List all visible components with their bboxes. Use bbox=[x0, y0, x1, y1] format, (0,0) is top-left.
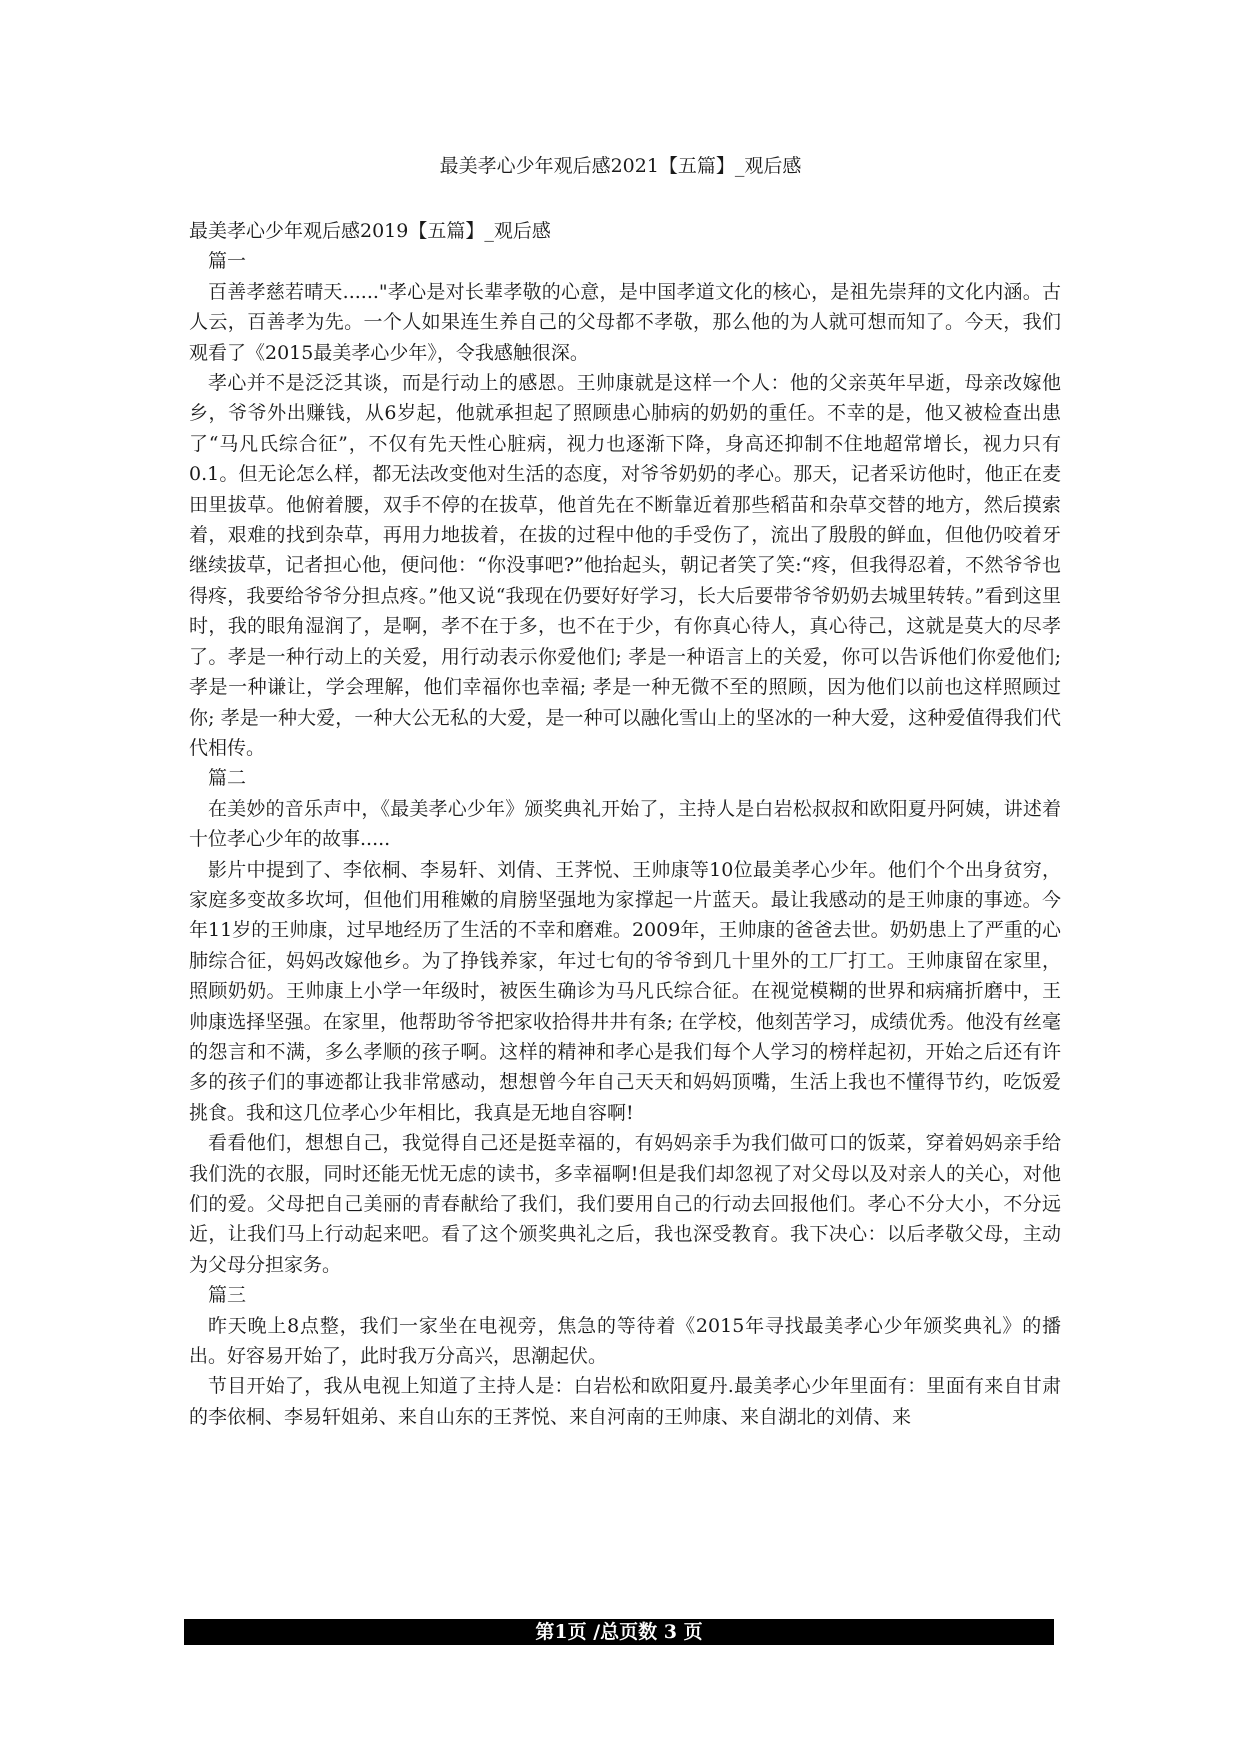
page-title: 最美孝心少年观后感2021【五篇】_观后感 bbox=[439, 155, 802, 177]
paragraph: 节目开始了，我从电视上知道了主持人是：白岩松和欧阳夏丹.最美孝心少年里面有：里面有来自甘肃的李依桐、李易轩姐弟、来自山东的王荠悦、来自河南的王帅康、来自湖北的刘倩、来 bbox=[189, 1375, 1061, 1428]
paragraph: 在美妙的音乐声中，《最美孝心少年》颁奖典礼开始了，主持人是白岩松叔叔和欧阳夏丹阿姨，讲述着十位孝心少年的故事..... bbox=[189, 797, 1061, 851]
paragraph: 孝心并不是泛泛其谈，而是行动上的感恩。王帅康就是这样一个人：他的父亲英年早逝，母亲改嫁他乡，爷爷外出赚钱，从6岁起，他就承担起了照顾患心肺病的奶奶的重任。不幸的是，他又被检查出患了“马凡氏综合征”，不仅有先天性心脏病，视力也逐渐下降，身高还抑制不住地超常增长，视力只有0.1。但无论怎么样，都无法改变他对生活的态度，对爷爷奶奶的孝心。那天，记者采访他时，他正在麦田里拔草。他俯着腰，双手不停的在拔草，他首先在不断靠近着那些稻苗和杂草交替的地方，然后摸索着，艰难的找到杂草，再用力地拔着，在拔的过程中他的手受伤了，流出了殷殷的鲜血，但他仍咬着牙继续拔草，记者担心他，便问他：“你没事吧?”他抬起头，朝记者笑了笑:“疼，但我得忍着，不然爷爷也得疼，我要给爷爷分担点疼。”他又说“我现在仍要好好学习，长大后要带爷爷奶奶去城里转转。”看到这里时，我的眼角湿润了，是啊，孝不在于多，也不在于少，有你真心待人，真心待己，这就是莫大的尽孝了。孝是一种行动上的关爱，用行动表示你爱他们; 孝是一种语言上的关爱，你可以告诉他们你爱他们;孝是一种谦让，学会理解，他们幸福你也幸福; 孝是一种无微不至的照顾，因为他们以前也这样照顾过你; 孝是一种大爱，一种大公无私的大爱，是一种可以融化雪山上的坚冰的一种大爱，这种爱值得我们代代相传。 bbox=[189, 372, 1061, 759]
document-subtitle: 最美孝心少年观后感2019【五篇】_观后感 bbox=[189, 220, 551, 242]
paragraph: 昨天晚上8点整，我们一家坐在电视旁，焦急的等待着《2015年寻找最美孝心少年颁奖典礼》的播出。好容易开始了，此时我万分高兴，思潮起伏。 bbox=[189, 1314, 1061, 1368]
section-label: 篇一 bbox=[208, 250, 247, 273]
page-footer: 第1页 /总页数 3 页 bbox=[184, 1619, 1054, 1645]
section-label: 篇二 bbox=[208, 767, 247, 790]
document-body bbox=[189, 216, 1061, 1432]
section-label: 篇三 bbox=[208, 1284, 247, 1307]
paragraph: 百善孝慈若晴天......"孝心是对长辈孝敬的心意，是中国孝道文化的核心，是祖先崇拜的文化内涵。古人云，百善孝为先。一个人如果连生养自己的父母都不孝敬，那么他的为人就可想而知了。今天，我们观看了《2015最美孝心少年》，令我感触很深。 bbox=[189, 280, 1061, 364]
paragraph: 看看他们，想想自己，我觉得自己还是挺幸福的，有妈妈亲手为我们做可口的饭菜，穿着妈妈亲手给我们洗的衣服，同时还能无忧无虑的读书，多幸福啊!但是我们却忽视了对父母以及对亲人的关心，对他们的爱。父母把自己美丽的青春献给了我们，我们要用自己的行动去回报他们。孝心不分大小，不分远近，让我们马上行动起来吧。看了这个颁奖典礼之后，我也深受教育。我下决心：以后孝敬父母，主动为父母分担家务。 bbox=[189, 1132, 1061, 1276]
paragraph: 影片中提到了、李依桐、李易轩、刘倩、王荠悦、王帅康等10位最美孝心少年。他们个个出身贫穷，家庭多变故多坎坷，但他们用稚嫩的肩膀坚强地为家撑起一片蓝天。最让我感动的是王帅康的事迹。今年11岁的王帅康，过早地经历了生活的不幸和磨难。2009年，王帅康的爸爸去世。奶奶患上了严重的心肺综合征，妈妈改嫁他乡。为了挣钱养家，年过七旬的爷爷到几十里外的工厂打工。王帅康留在家里，照顾奶奶。王帅康上小学一年级时，被医生确诊为马凡氏综合征。在视觉模糊的世界和病痛折磨中，王帅康选择坚强。在家里，他帮助爷爷把家收拾得井井有条; 在学校，他刻苦学习，成绩优秀。他没有丝毫的怨言和不满，多么孝顺的孩子啊。这样的精神和孝心是我们每个人学习的榜样起初，开始之后还有许多的孩子们的事迹都让我非常感动，想想曾今年自己天天和妈妈顶嘴，生活上我也不懂得节约，吃饭爱挑食。我和这几位孝心少年相比，我真是无地自容啊! bbox=[189, 858, 1061, 1124]
